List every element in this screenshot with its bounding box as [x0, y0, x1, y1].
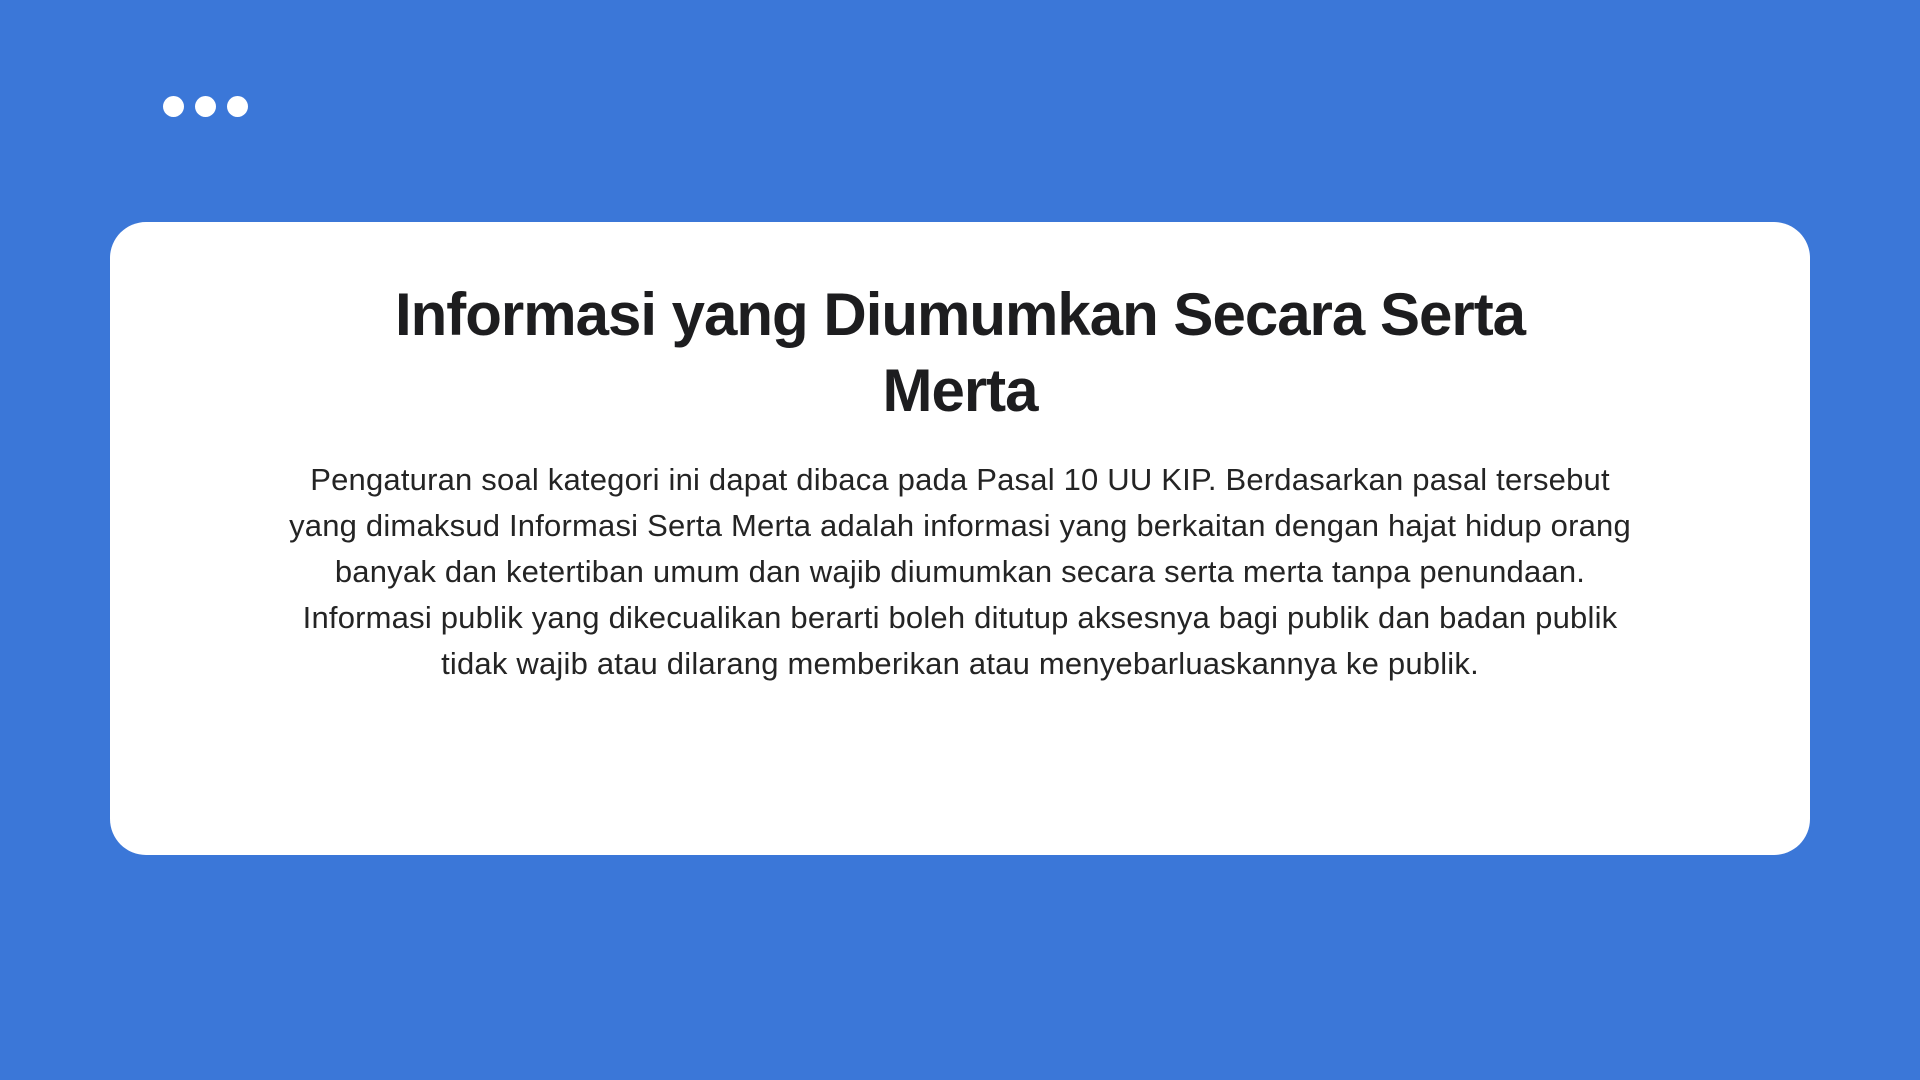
content-card — [110, 222, 1810, 855]
page-title: Informasi yang Diumumkan Secara Serta Merta — [394, 281, 1526, 424]
body-paragraph: Informasi publik yang dikecualikan berarti boleh ditutup aksesnya bagi publik dan badan publik tidak wajib atau dilarang memberikan atau menyebarluaskannya ke publik. — [302, 600, 1618, 681]
dot-icon — [227, 96, 248, 117]
three-dots-decoration — [163, 96, 248, 117]
body-text-block — [280, 457, 1640, 687]
body-paragraph: Pengaturan soal kategori ini dapat dibaca pada Pasal 10 UU KIP. Berdasarkan pasal tersebut yang dimaksud Informasi Serta Merta adalah informasi yang berkaitan dengan hajat hidup orang banyak dan ketertiban umum dan wajib diumumkan secara serta merta tanpa penundaan. — [289, 462, 1631, 589]
dot-icon — [163, 96, 184, 117]
dot-icon — [195, 96, 216, 117]
